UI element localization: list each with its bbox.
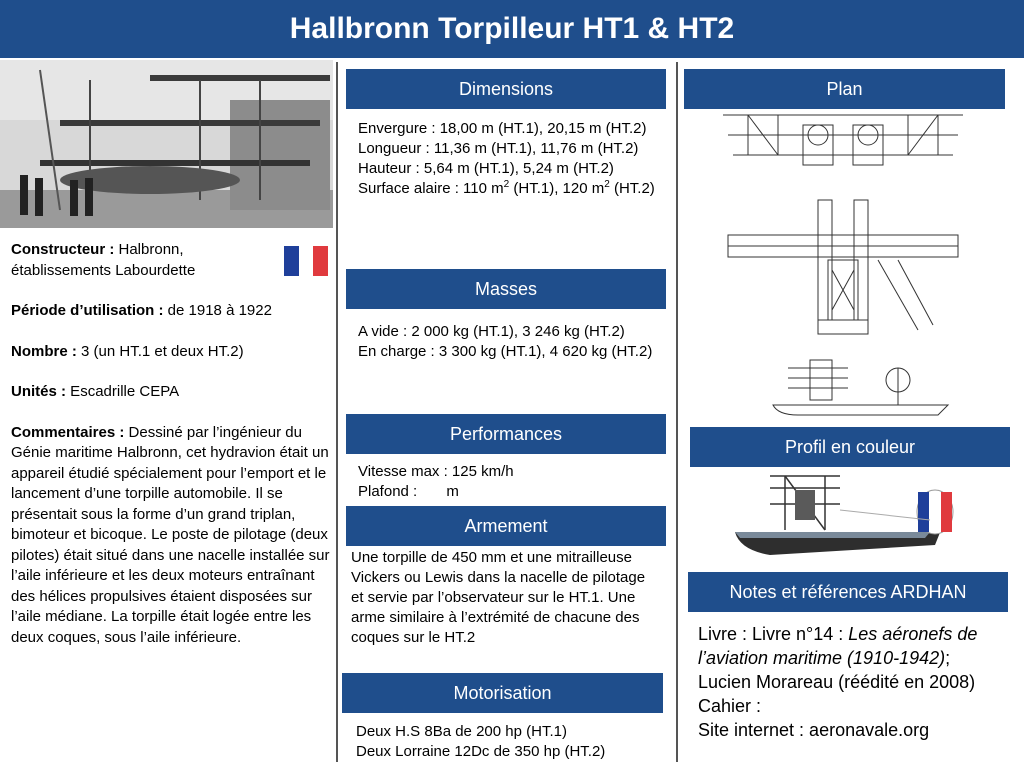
hauteur-line: Hauteur : 5,64 m (HT.1), 5,24 m (HT.2): [358, 160, 614, 177]
aircraft-photo: [0, 60, 333, 228]
info-text: [11, 240, 331, 668]
commentaires-value: Dessiné par l’ingénieur du Génie maritime Halbronn, cet hydravion était un appareil étudié spécialement pour l’emport et le lancement d’une torpille automobile. Il se présentait sous la forme d’un grand triplan, bimoteur et bicoque. Le poste de pilotage (deux pilotes) était situé dans une nacelle installée sur l’aile inférieure et les deux moteurs entraînant des hélices propulsives étaient disposées sur l’aile médiane. La torpille était logée entre les deux coques, sous l’aile inférieure.: [11, 423, 330, 646]
surface-part: (HT.1), 120 m: [509, 180, 605, 197]
dimensions-header: Dimensions: [346, 69, 666, 109]
motorisation-header: Motorisation: [342, 673, 663, 713]
surface-part: Surface alaire : 110 m: [358, 180, 504, 197]
nombre-value: 3 (un HT.1 et deux HT.2): [76, 342, 244, 360]
masse-vide-line: A vide : 2 000 kg (HT.1), 3 246 kg (HT.2): [358, 323, 625, 340]
masses-text: [358, 322, 658, 362]
dimensions-text: [358, 119, 658, 199]
column-divider: [676, 62, 678, 762]
moteur-line-2: Deux Lorraine 12Dc de 350 hp (HT.2): [356, 743, 606, 760]
unites-line: [11, 382, 331, 403]
commentaires-line: [11, 423, 331, 649]
livre-suffix: ; Lucien Morareau (réédité en 2008): [698, 648, 976, 692]
constructeur-label: Constructeur :: [11, 241, 115, 258]
plafond-line: Plafond : m: [358, 483, 459, 500]
cahier-line: Cahier :: [698, 696, 762, 716]
livre-title: Les aéronefs de l’aviation maritime (1910-1942): [698, 624, 978, 668]
commentaires-label: Commentaires :: [11, 423, 125, 441]
moteur-line-1: Deux H.S 8Ba de 200 hp (HT.1): [356, 723, 567, 740]
nombre-label: Nombre :: [11, 342, 77, 360]
masses-header: Masses: [346, 269, 666, 309]
color-profile-drawing: [730, 470, 960, 570]
column-divider: [336, 62, 338, 762]
site-line: Site internet : aeronavale.org: [698, 720, 930, 740]
livre-line: [698, 622, 1008, 694]
surface-part: (HT.2): [609, 180, 655, 197]
periode-value: de 1918 à 1922: [163, 302, 272, 319]
unites-value: Escadrille CEPA: [66, 383, 180, 400]
longueur-line: Longueur : 11,36 m (HT.1), 11,76 m (HT.2): [358, 140, 639, 157]
nombre-line: [11, 342, 331, 363]
references-text: [698, 622, 1008, 742]
motorisation-text: [356, 722, 666, 762]
plan-drawing: [718, 110, 968, 430]
surface-sup: 2: [503, 179, 510, 190]
page-title: Hallbronn Torpilleur HT1 & HT2: [0, 0, 1024, 58]
vitesse-line: Vitesse max : 125 km/h: [358, 463, 514, 480]
performances-text: [358, 462, 658, 502]
periode-label: Période d’utilisation :: [11, 302, 164, 319]
constructeur-line: [11, 240, 276, 281]
profil-header: Profil en couleur: [690, 427, 1010, 467]
livre-prefix: Livre : Livre n°14 :: [698, 624, 849, 644]
surface-line: [358, 179, 658, 199]
unites-label: Unités :: [11, 383, 67, 400]
envergure-line: Envergure : 18,00 m (HT.1), 20,15 m (HT.2): [358, 120, 647, 137]
periode-line: [11, 301, 331, 322]
masse-charge-line: En charge : 3 300 kg (HT.1), 4 620 kg (HT.2): [358, 343, 653, 360]
notes-header: Notes et références ARDHAN: [688, 572, 1008, 612]
performances-header: Performances: [346, 414, 666, 454]
surface-sup: 2: [604, 179, 610, 190]
armement-header: Armement: [346, 506, 666, 546]
plan-header: Plan: [684, 69, 1005, 109]
armement-text: Une torpille de 450 mm et une mitrailleuse Vickers ou Lewis dans la nacelle de pilotage et servie par l’observateur sur le HT.1. Une arme similaire à l’extrémité de chacune des coques sur le HT.2: [351, 549, 646, 646]
constructeur-value: Halbronn, établissements Labourdette: [11, 241, 196, 279]
